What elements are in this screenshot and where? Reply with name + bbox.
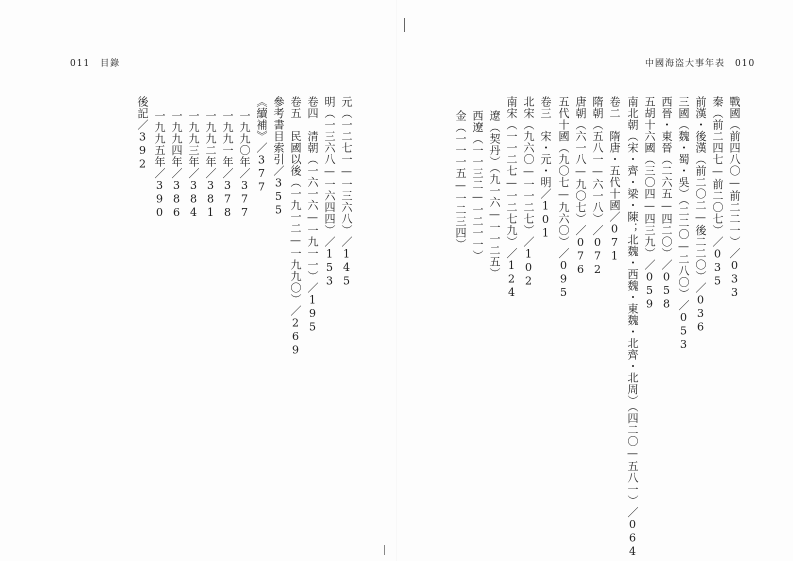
toc-entry-warring-states: 戰國（前四八〇—前二二一）／033 bbox=[728, 96, 741, 300]
toc-entry-1991: 一九九一年／378 bbox=[221, 110, 234, 220]
toc-entry-northern-song: 北宋（九六〇—一一二七）／102 bbox=[522, 96, 535, 288]
toc-entry-five-dynasties: 五代十國（九〇七—九六〇）／095 bbox=[557, 96, 570, 300]
toc-entry-sixteen-kingdoms: 五胡十六國（三〇四—四三九）／059 bbox=[643, 96, 656, 311]
left-page-header: 011 目錄 bbox=[70, 59, 121, 69]
page-spine bbox=[396, 0, 397, 561]
toc-entry-western-liao: 西遼（一一三二—一二一一） bbox=[471, 110, 484, 262]
toc-entry-bibliography: 參考書目索引／355 bbox=[272, 96, 285, 217]
toc-entry-sui: 隋朝（五八一—六一八）／072 bbox=[591, 96, 604, 277]
toc-section-volume-2: 卷二 隋唐・五代十國／071 bbox=[608, 96, 621, 263]
toc-entry-1993: 一九九三年／384 bbox=[187, 110, 200, 220]
toc-entry-liao: 遼（契丹）（九一六—一一二五） bbox=[488, 110, 501, 279]
toc-entry-southern-song: 南宋（一一二七—一二七九）／124 bbox=[505, 96, 518, 300]
toc-section-volume-4: 卷四 清朝（一六一六—一九一一）／195 bbox=[306, 96, 319, 334]
toc-entry-qin: 秦（前二四七—前二〇七）／035 bbox=[711, 96, 724, 288]
toc-entry-jin: 西晉・東晉（二六五—四二〇）／058 bbox=[660, 96, 673, 311]
toc-entry-tang: 唐朝（六一八—九〇七）／076 bbox=[574, 96, 587, 277]
toc-entry-afterword: 後記／392 bbox=[136, 96, 149, 171]
toc-entry-1992: 一九九二年／381 bbox=[204, 110, 217, 220]
toc-entry-1995: 一九九五年／390 bbox=[153, 110, 166, 220]
scan-mark-top bbox=[404, 18, 405, 32]
toc-entry-supplement: 《續補》／377 bbox=[255, 96, 268, 194]
toc-entry-1990: 一九九〇年／377 bbox=[238, 110, 251, 220]
right-page-header: 中國海盗大事年表 010 bbox=[645, 59, 756, 69]
scan-mark-bottom bbox=[384, 545, 385, 555]
toc-entry-jin-dynasty: 金（一一一五—一二三四） bbox=[454, 110, 467, 250]
toc-entry-three-kingdoms: 三國（魏・蜀・吳）（二二〇—二八〇）／053 bbox=[677, 96, 690, 352]
toc-entry-1994: 一九九四年／386 bbox=[170, 110, 183, 220]
toc-entry-ming: 明（一三六八—一六四四）／153 bbox=[323, 96, 336, 288]
toc-entry-han: 前漢・後漢（前二〇二—後二二〇）／036 bbox=[694, 96, 707, 334]
toc-entry-southern-northern: 南北朝（宋・齊・梁・陳；北魏・西魏・東魏・北齊・北周）（四二〇—五八一）／064 bbox=[626, 96, 639, 559]
toc-section-volume-3: 卷三 宋・元・明／101 bbox=[539, 96, 552, 240]
toc-section-volume-5: 卷五 民國以後（一九一二—一九九〇）／269 bbox=[289, 96, 302, 357]
toc-entry-yuan: 元（一二七一—一三六八）／145 bbox=[340, 96, 353, 288]
